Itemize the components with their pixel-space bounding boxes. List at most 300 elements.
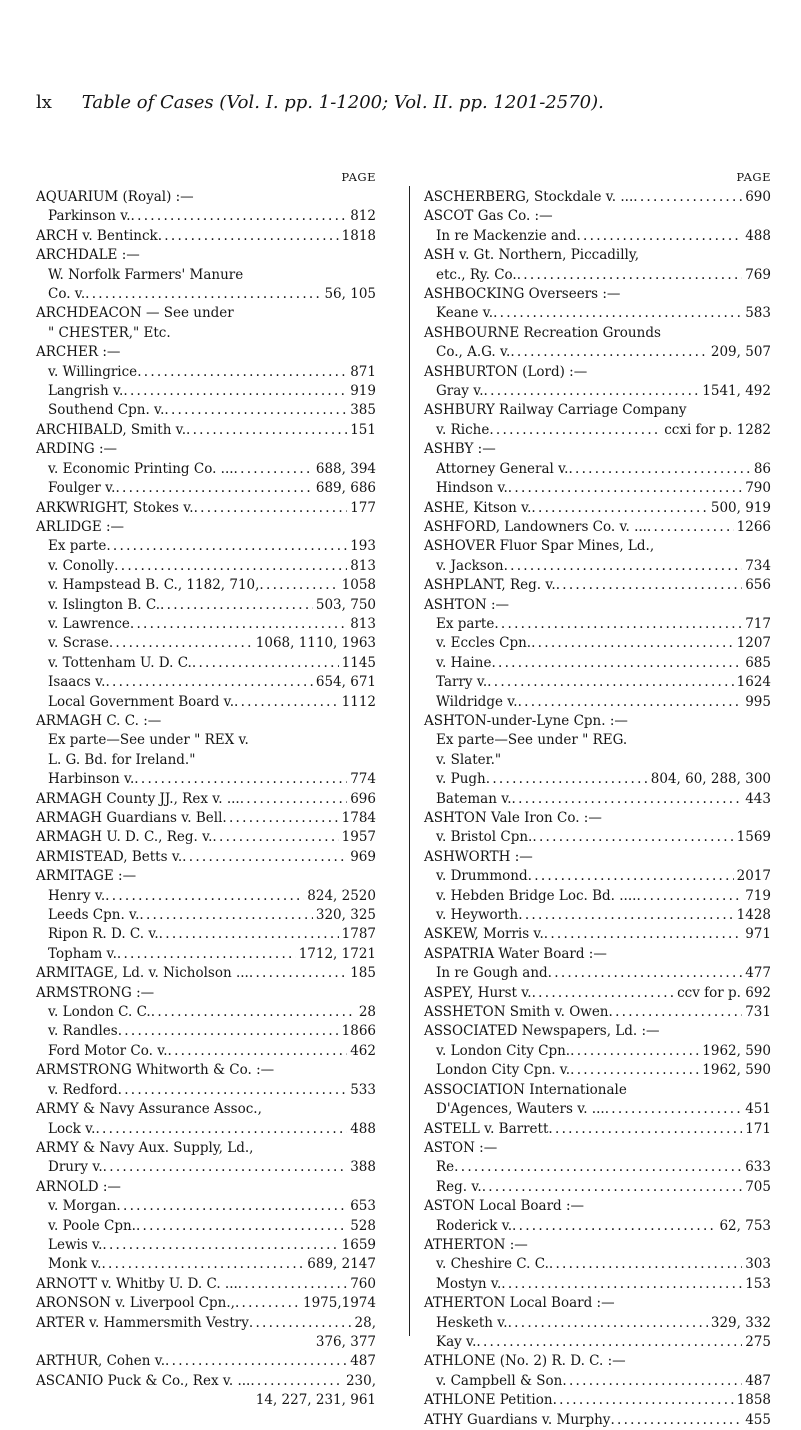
dot-leader	[476, 1333, 742, 1352]
page-ref: 688, 394	[315, 460, 376, 477]
dot-leader	[493, 304, 742, 323]
case-name: Parkinson v.	[48, 208, 131, 225]
case-name: v. Tottenham U. D. C.	[48, 654, 192, 671]
dot-leader	[114, 557, 347, 576]
dot-leader	[454, 1158, 742, 1177]
index-heading: ARMITAGE :—	[36, 868, 137, 885]
dot-leader	[118, 1081, 348, 1100]
index-text-line: ARCHDEACON — See under	[36, 305, 234, 322]
dot-leader	[222, 809, 338, 828]
page-ref: 656	[745, 577, 771, 594]
index-text-line: Ex parte—See under " REG.	[436, 732, 628, 749]
dot-leader	[250, 1372, 343, 1391]
dot-leader	[139, 906, 313, 925]
case-name: v. Cheshire C. C.	[436, 1256, 549, 1273]
case-name: Ford Motor Co. v.	[48, 1042, 168, 1059]
case-name: Drury v.	[48, 1159, 103, 1176]
dot-leader	[531, 634, 734, 653]
page-ref: 171	[745, 1120, 771, 1137]
dot-leader	[137, 363, 347, 382]
dot-leader	[531, 499, 707, 518]
index-entry	[424, 460, 771, 479]
page-column-label: PAGE	[341, 170, 376, 184]
index-heading: ASHBY :—	[424, 441, 496, 458]
index-entry	[36, 1294, 376, 1313]
dot-leader	[194, 499, 348, 518]
page-ref: 28,	[354, 1314, 376, 1331]
dot-leader	[85, 285, 321, 304]
index-entry	[424, 1333, 771, 1352]
index-entry	[424, 188, 771, 207]
index-heading: ATHERTON Local Board :—	[424, 1295, 615, 1312]
index-entry	[36, 1217, 376, 1236]
index-entry	[424, 964, 771, 983]
page-ref: 1145	[341, 654, 376, 671]
case-name: Lock v.	[48, 1120, 96, 1137]
page-number: lx	[36, 92, 52, 113]
page-ref: 1624	[736, 674, 771, 691]
index-entry	[36, 925, 376, 944]
dot-leader	[249, 1314, 352, 1333]
dot-leader	[562, 1372, 742, 1391]
case-name: Foulger v.	[48, 480, 116, 497]
case-name: Gray v.	[436, 383, 484, 400]
index-entry	[424, 421, 771, 440]
page-ref: 919	[350, 383, 376, 400]
dot-leader	[518, 906, 733, 925]
case-name: ARCH v. Bentinck	[36, 227, 158, 244]
page-ref: 488	[745, 227, 771, 244]
index-text-line: ASSOCIATION Internationale	[424, 1081, 627, 1098]
index-entry	[424, 1120, 771, 1139]
case-name: v. Conolly	[48, 557, 115, 574]
dot-leader	[491, 654, 742, 673]
index-heading: ASTON :—	[424, 1139, 498, 1156]
index-heading: AQUARIUM (Royal) :—	[36, 189, 194, 205]
dot-leader	[115, 479, 312, 498]
page-ref: 705	[745, 1178, 771, 1195]
case-name: Reg. v.	[436, 1178, 482, 1195]
page-ref: 1962, 590	[702, 1062, 771, 1079]
index-entry	[36, 1255, 376, 1274]
case-name: Isaacs v.	[48, 674, 106, 691]
index-entry	[36, 945, 376, 964]
page-ref: 153	[745, 1275, 771, 1292]
case-name: Topham v.	[48, 945, 117, 962]
dot-leader	[512, 1217, 716, 1236]
index-heading: ASHBURTON (Lord) :—	[424, 363, 588, 380]
case-name: v. Drummond	[436, 868, 528, 885]
index-entry	[36, 1022, 376, 1041]
case-name: ARMAGH U. D. C., Reg. v.	[36, 829, 213, 846]
dot-leader	[158, 227, 339, 246]
page-ref: 1975,1974	[302, 1295, 376, 1312]
index-text-line: W. Norfolk Farmers' Manure	[48, 266, 244, 283]
page-ref: 462	[350, 1042, 376, 1059]
dot-leader	[168, 1042, 348, 1061]
index-heading: ASSOCIATED Newspapers, Ld. :—	[424, 1023, 660, 1040]
index-entry	[424, 790, 771, 809]
index-heading: ASTON Local Board :—	[424, 1198, 585, 1215]
index-entry	[36, 1314, 376, 1333]
index-entry	[36, 964, 376, 983]
dot-leader	[482, 1178, 743, 1197]
index-heading: ASHTON Vale Iron Co. :—	[424, 810, 602, 826]
dot-leader	[105, 887, 304, 906]
dot-leader	[609, 1003, 743, 1022]
index-text-line: L. G. Bd. for Ireland."	[48, 751, 196, 768]
page-ref: 275	[745, 1333, 771, 1350]
dot-leader	[484, 382, 700, 401]
dot-leader	[508, 479, 742, 498]
index-entry	[424, 1100, 771, 1119]
case-name: Langrish v.	[48, 383, 124, 400]
dot-leader	[164, 401, 347, 420]
case-name: v. Morgan	[48, 1198, 117, 1215]
page-ref: 790	[745, 480, 771, 497]
index-entry	[36, 421, 376, 440]
index-entry	[424, 382, 771, 401]
case-name: ARTHUR, Cohen v.	[36, 1353, 166, 1370]
page-ref: 734	[745, 557, 771, 574]
index-heading: ASHTON :—	[424, 596, 509, 613]
index-entry	[424, 906, 771, 925]
case-name: Monk v.	[48, 1256, 102, 1273]
index-heading: ATHLONE (No. 2) R. D. C. :—	[424, 1353, 626, 1370]
dot-leader	[165, 1352, 347, 1371]
dot-leader	[118, 1022, 339, 1041]
dot-leader	[636, 887, 742, 906]
page-ref: 533	[350, 1081, 376, 1098]
index-entry	[36, 634, 376, 653]
page-ref: 1787	[341, 926, 376, 943]
index-entry	[36, 790, 376, 809]
page-ref: ccv for p. 692	[677, 984, 771, 1001]
page-header	[36, 92, 776, 113]
page-ref: 230,	[345, 1372, 376, 1389]
index-text-line: v. Slater."	[436, 751, 502, 768]
page-ref-continuation: 14, 227, 231, 961	[255, 1392, 376, 1409]
dot-leader	[512, 790, 743, 809]
dot-leader	[570, 1061, 699, 1080]
dot-leader	[504, 557, 743, 576]
page-ref: 451	[745, 1101, 771, 1118]
case-name: ASKEW, Morris v.	[424, 926, 544, 943]
case-name: Harbinson v.	[48, 771, 135, 788]
index-entry	[424, 1178, 771, 1197]
index-entry	[36, 363, 376, 382]
dot-leader	[576, 227, 742, 246]
page-ref: 871	[350, 363, 376, 380]
index-entry	[424, 770, 771, 789]
page-ref: 689, 2147	[307, 1256, 376, 1273]
case-name: ASHPLANT, Reg. v.	[424, 577, 556, 594]
index-entry	[36, 770, 376, 789]
case-name: v. Scrase	[48, 635, 109, 652]
page-ref: 2017	[736, 868, 771, 885]
page-ref: 455	[745, 1411, 771, 1428]
index-entry	[36, 673, 376, 692]
case-name: London City Cpn. v.	[436, 1062, 571, 1079]
page-ref-continuation: 376, 377	[315, 1333, 376, 1350]
case-name: ARMISTEAD, Betts v.	[36, 848, 183, 865]
index-text-line: ARMY & Navy Aux. Supply, Ld.,	[36, 1139, 254, 1156]
index-entry	[36, 1197, 376, 1216]
page-ref: 177	[350, 499, 376, 516]
page-ref: 774	[350, 771, 376, 788]
case-name: Leeds Cpn. v.	[48, 907, 140, 924]
case-name: Keane v.	[436, 305, 494, 322]
case-name: Bateman v.	[436, 790, 512, 807]
dot-leader	[238, 1275, 347, 1294]
index-entry	[36, 207, 376, 226]
page-ref: 185	[350, 965, 376, 982]
dot-leader	[234, 460, 313, 479]
dot-leader	[548, 1120, 742, 1139]
case-name: v. Heyworth	[436, 907, 519, 924]
page-ref: 487	[350, 1353, 376, 1370]
case-name: ASTELL v. Barrett	[424, 1120, 549, 1137]
case-name: ASHFORD, Landowners Co. v. ...	[424, 518, 647, 535]
index-entry	[424, 887, 771, 906]
case-name: v. London C. C.	[48, 1004, 151, 1021]
page-title: Table of Cases (Vol. I. pp. 1-1200; Vol. II. pp. 1201-2570).	[81, 92, 604, 113]
case-name: In re Gough and	[436, 965, 548, 982]
page-ref: 28	[358, 1004, 376, 1021]
case-name: Lewis v.	[48, 1236, 103, 1253]
index-heading: ARMSTRONG :—	[36, 984, 155, 1001]
index-entry	[36, 227, 376, 246]
index-entry	[36, 1352, 376, 1371]
index-heading: ARCHER :—	[36, 344, 121, 361]
page-ref: 804, 60, 288, 300	[650, 771, 771, 788]
case-name: ARONSON v. Liverpool Cpn.,	[36, 1295, 235, 1312]
page-ref: 56, 105	[324, 286, 376, 303]
case-name: ASCANIO Puck & Co., Rex v. ...	[36, 1372, 251, 1389]
index-entry	[36, 596, 376, 615]
index-entry	[424, 499, 771, 518]
dot-leader	[544, 925, 742, 944]
page-ref: 689, 686	[315, 480, 376, 497]
index-entry	[36, 1120, 376, 1139]
index-entry	[36, 1081, 376, 1100]
page-ref: 653	[350, 1198, 376, 1215]
index-entry	[36, 382, 376, 401]
page-ref: 813	[350, 615, 376, 632]
page-ref: 769	[745, 266, 771, 283]
index-entry	[424, 1275, 771, 1294]
index-entry	[424, 266, 771, 285]
dot-leader	[510, 343, 708, 362]
dot-leader	[102, 1236, 338, 1255]
page-ref: 1068, 1110, 1963	[255, 635, 376, 652]
index-entry	[424, 1314, 771, 1333]
page-ref: 503, 750	[315, 596, 376, 613]
index-entry	[424, 867, 771, 886]
page-ref: 487	[745, 1372, 771, 1389]
case-name: etc., Ry. Co.	[436, 266, 517, 283]
case-name: Mostyn v.	[436, 1275, 502, 1292]
index-heading: ASHBOCKING Overseers :—	[424, 286, 621, 303]
page-ref: 385	[350, 402, 376, 419]
index-entry	[36, 1236, 376, 1255]
page-ref: 528	[350, 1217, 376, 1234]
index-entry	[424, 693, 771, 712]
index-entry	[424, 673, 771, 692]
case-name: Attorney General v.	[436, 460, 569, 477]
dot-leader	[130, 615, 347, 634]
dot-leader	[182, 848, 347, 867]
case-name: v. Jackson	[436, 557, 504, 574]
case-name: v. Willingrice	[48, 363, 138, 380]
page-ref: 1866	[341, 1023, 376, 1040]
case-name: Local Government Board v.	[48, 693, 234, 710]
page-ref: 760	[350, 1275, 376, 1292]
case-name: Roderick v.	[436, 1217, 513, 1234]
index-text-line: ARMY & Navy Assurance Assoc.,	[36, 1101, 262, 1118]
index-entry	[424, 479, 771, 498]
right-column	[424, 170, 771, 1430]
page-ref: 995	[745, 693, 771, 710]
index-text-line: ASH v. Gt. Northern, Piccadilly,	[424, 247, 639, 264]
case-name: v. Islington B. C.	[48, 596, 161, 613]
index-heading: ARDING :—	[36, 441, 118, 458]
page-ref: 1428	[736, 907, 771, 924]
page-ref: 690	[745, 189, 771, 205]
index-text-line: ASHBOURNE Recreation Grounds	[424, 324, 661, 341]
case-name: v. Pugh	[436, 771, 486, 788]
case-name: Co., A.G. v.	[436, 344, 511, 361]
dot-leader	[556, 576, 743, 595]
dot-leader	[486, 770, 648, 789]
index-entry	[424, 984, 771, 1003]
index-entry	[424, 576, 771, 595]
dot-leader	[548, 964, 743, 983]
page-ref: 1957	[341, 829, 376, 846]
case-name: ASCHERBERG, Stockdale v. ...	[424, 189, 634, 205]
index-heading: ARCHDALE :—	[36, 247, 140, 264]
page-ref: 209, 507	[710, 344, 771, 361]
case-name: v. Riche	[436, 421, 490, 438]
index-text-line: ASHBURY Railway Carriage Company	[424, 402, 687, 419]
index-entry	[424, 518, 771, 537]
index-text-line: Ex parte—See under " REX v.	[48, 732, 249, 749]
index-entry	[36, 285, 376, 304]
page-ref: 1712, 1721	[298, 945, 376, 962]
case-name: v. Bristol Cpn.	[436, 829, 533, 846]
page-ref: 696	[350, 790, 376, 807]
page-column-label: PAGE	[736, 170, 771, 184]
index-entry	[424, 1042, 771, 1061]
page-ref: 824, 2520	[307, 887, 376, 904]
index-entry	[36, 460, 376, 479]
page-ref: 971	[745, 926, 771, 943]
case-name: v. London City Cpn.	[436, 1042, 571, 1059]
index-entry	[424, 343, 771, 362]
page-ref: 812	[350, 208, 376, 225]
index-entry	[36, 693, 376, 712]
dot-leader	[234, 693, 339, 712]
dot-leader	[553, 1391, 734, 1410]
case-name: Hesketh v.	[436, 1314, 508, 1331]
dot-leader	[117, 945, 296, 964]
dot-leader	[134, 770, 347, 789]
index-entry	[424, 828, 771, 847]
index-entry	[36, 615, 376, 634]
page-ref: 86	[753, 460, 771, 477]
case-name: Henry v.	[48, 887, 106, 904]
dot-leader	[192, 654, 339, 673]
case-name: v. Lawrence	[48, 615, 130, 632]
case-name: v. Haine	[436, 654, 492, 671]
index-entry	[36, 654, 376, 673]
dot-leader	[103, 1158, 348, 1177]
index-entry	[36, 401, 376, 420]
page-ref: 320, 325	[315, 907, 376, 924]
index-entry	[36, 557, 376, 576]
index-entry	[424, 557, 771, 576]
page-ref: 388	[350, 1159, 376, 1176]
dot-leader	[489, 421, 661, 440]
page-ref: 1784	[341, 810, 376, 826]
page-ref: 500, 919	[710, 499, 771, 516]
case-name: v. Hebden Bridge Loc. Bd. ....	[436, 887, 637, 904]
case-name: D'Agences, Wauters v. ...	[436, 1101, 605, 1118]
dot-leader	[109, 634, 253, 653]
page-ref: 719	[745, 887, 771, 904]
case-name: ATHY Guardians v. Murphy	[424, 1411, 611, 1428]
dot-leader	[249, 964, 347, 983]
case-name: Hindson v.	[436, 480, 508, 497]
page-ref: 1207	[736, 635, 771, 652]
dot-leader	[508, 1314, 708, 1333]
column-divider	[409, 186, 410, 1336]
page-ref: 731	[745, 1004, 771, 1021]
dot-leader	[532, 984, 675, 1003]
dot-leader	[160, 596, 313, 615]
case-name: Ex parte	[436, 615, 495, 632]
dot-leader	[568, 460, 750, 479]
index-entry	[36, 576, 376, 595]
case-name: ASHE, Kitson v.	[424, 499, 532, 516]
page-ref: 969	[350, 848, 376, 865]
page-ref: 1818	[341, 227, 376, 244]
index-heading: ASCOT Gas Co. :—	[424, 208, 553, 225]
dot-leader	[528, 867, 734, 886]
case-name: Wildridge v.	[436, 693, 518, 710]
index-entry	[424, 925, 771, 944]
dot-leader	[186, 421, 347, 440]
index-heading: ARLIDGE :—	[36, 518, 125, 535]
dot-leader	[101, 1255, 304, 1274]
dot-leader	[518, 693, 743, 712]
case-name: In re Mackenzie and	[436, 227, 577, 244]
dot-leader	[487, 673, 733, 692]
case-name: Co. v.	[48, 286, 86, 303]
dot-leader	[532, 828, 733, 847]
dot-leader	[106, 537, 347, 556]
dot-leader	[570, 1042, 699, 1061]
index-text-line: ASHOVER Fluor Spar Mines, Ld.,	[424, 538, 655, 555]
index-entry	[36, 828, 376, 847]
index-entry	[36, 809, 376, 828]
dot-leader	[501, 1275, 742, 1294]
index-entry	[424, 1158, 771, 1177]
case-name: v. Campbell & Son	[436, 1372, 563, 1389]
index-entry	[424, 1411, 771, 1430]
index-entry	[36, 887, 376, 906]
case-name: Ripon R. D. C. v.	[48, 926, 159, 943]
